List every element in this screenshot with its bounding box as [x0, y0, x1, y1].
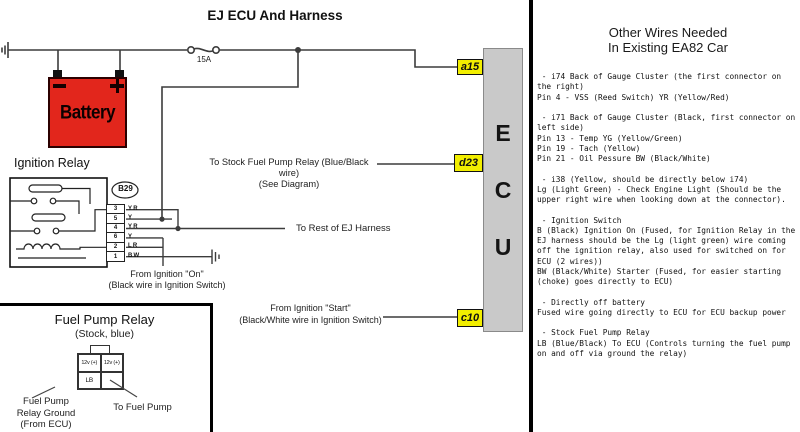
ground-icon — [2, 42, 8, 58]
relay-wire-label: YR — [128, 205, 139, 212]
note-line: the right) — [537, 82, 584, 92]
fuel-pump-relay-subtitle: (Stock, blue) — [75, 328, 134, 340]
fuel-pump-relay-title: Fuel Pump Relay — [54, 312, 155, 327]
note-line — [537, 205, 799, 215]
section-divider — [529, 0, 533, 432]
ecu-letter: C — [494, 176, 512, 203]
to-stock-fuel-pump-relay-note — [203, 157, 375, 190]
notes-title-line: Other Wires Needed — [608, 25, 728, 40]
notes-title-line: In Existing EA82 Car — [608, 40, 728, 55]
note-line: EJ harness should be the Lg (light green) wire coming — [537, 236, 786, 245]
note-line — [537, 287, 799, 297]
relay-pin-block — [106, 204, 125, 262]
note-line: (See Diagram) — [258, 179, 320, 189]
note-line: ECU (2 wires)) — [537, 256, 603, 266]
relay-wire-label: LR — [128, 243, 139, 250]
battery-label: Battery — [59, 101, 116, 123]
note-line: From Ignition "Start" — [270, 303, 351, 313]
relay-wire-label: BW — [128, 252, 141, 259]
ecu-connector-d23: d23 — [454, 154, 483, 172]
note-line: - Stock Fuel Pump Relay — [537, 328, 650, 338]
ecu-letter: U — [494, 233, 512, 260]
battery-terminal-pos — [115, 70, 124, 77]
relay-pin-number: 5 — [107, 214, 124, 223]
label-line: Relay Ground — [16, 407, 76, 419]
relay-terminal: 12v (+) — [101, 354, 124, 372]
note-line: LB (Blue/Black) To ECU (Controls turning the fuel pump — [537, 338, 791, 348]
plus-symbol — [116, 79, 120, 93]
notes-panel-title — [553, 25, 783, 55]
ecu-connector-c10: c10 — [457, 309, 483, 327]
note-line: Pin 21 - Oil Pessure BW (Black/White) — [537, 154, 711, 163]
ground-icon — [212, 250, 219, 265]
relay-terminal: LB — [78, 372, 101, 390]
note-line: Pin 4 - VSS (Reed Switch) YR (Yellow/Red) — [537, 92, 730, 102]
note-line: off the ignition relay, also used for switched on for — [537, 246, 786, 256]
note-line: Fused wire going directly to ECU for ECU backup power — [537, 307, 786, 317]
notes-text-block — [537, 72, 799, 359]
battery-terminal-neg — [53, 70, 62, 77]
relay-pin-number: 4 — [107, 224, 124, 233]
note-line: upper right wire when looking down at the connector). — [537, 195, 786, 204]
ecu-letter: E — [495, 119, 511, 146]
fuel-pump-relay-panel — [0, 303, 213, 432]
relay-wire-label: Y — [128, 215, 134, 222]
fuse-rating-label: 15A — [196, 55, 212, 64]
label-line: (From ECU) — [20, 419, 72, 430]
relay-pin-number: 3 — [107, 205, 124, 214]
note-line: (Black/White wire in Ignition Switch) — [239, 314, 382, 325]
from-ignition-start-note — [233, 303, 388, 326]
note-line — [537, 164, 799, 174]
relay-wire-label: Y — [128, 233, 134, 240]
relay-wire-label: YR — [128, 224, 139, 231]
note-line: To Stock Fuel Pump Relay (Blue/Black wire) — [209, 157, 369, 178]
note-line: Pin 19 - Tach (Yellow) — [537, 143, 641, 153]
note-line: - Directly off battery — [537, 297, 645, 307]
note-line: From Ignition "On" — [130, 269, 204, 279]
minus-symbol — [53, 84, 66, 88]
note-line — [537, 103, 799, 113]
relay-connector-id: B29 — [118, 184, 133, 193]
from-ignition-on-note — [103, 269, 231, 291]
note-line: on and off via ground the relay) — [537, 348, 688, 358]
note-line: left side) — [537, 123, 584, 133]
relay-terminal: 12v (+) — [78, 354, 101, 372]
to-rest-of-ej-harness-note: To Rest of EJ Harness — [296, 223, 391, 234]
fuse-icon — [188, 47, 219, 53]
note-line: Lg (Light Green) - Check Engine Light (Should be the — [537, 184, 782, 194]
note-line — [537, 318, 799, 328]
note-line: (choke) goes directly to ECU) — [537, 277, 674, 286]
ecu-block — [483, 48, 523, 332]
note-line: (Black wire in Ignition Switch) — [108, 280, 226, 290]
relay-pin-number: 2 — [107, 243, 124, 252]
note-line: BW (Black/White) Starter (Fused, for easier starting — [537, 266, 782, 276]
ignition-relay-title: Ignition Relay — [14, 156, 90, 170]
note-line: - Ignition Switch — [537, 215, 622, 225]
ecu-connector-a15: a15 — [457, 59, 483, 75]
relay-pin-number: 6 — [107, 233, 124, 242]
note-line: Pin 13 - Temp YG (Yellow/Green) — [537, 133, 683, 143]
note-line: - i71 Back of Gauge Cluster (Black, first connector on — [537, 113, 796, 122]
note-line: B (Black) Ignition On (Fused, for Ignition Relay in the — [537, 225, 796, 235]
relay-wire-labels — [128, 204, 150, 260]
note-line: - i38 (Yellow, should be directly below i74) — [537, 174, 749, 184]
to-fuel-pump-label: To Fuel Pump — [113, 402, 172, 413]
label-line: Fuel Pump — [23, 396, 69, 407]
note-line: - i74 Back of Gauge Cluster (the first connector on — [537, 72, 782, 81]
relay-pin-number: 1 — [113, 253, 118, 260]
relay-ground-label — [1, 396, 91, 431]
diagram-title: EJ ECU And Harness — [207, 8, 343, 23]
